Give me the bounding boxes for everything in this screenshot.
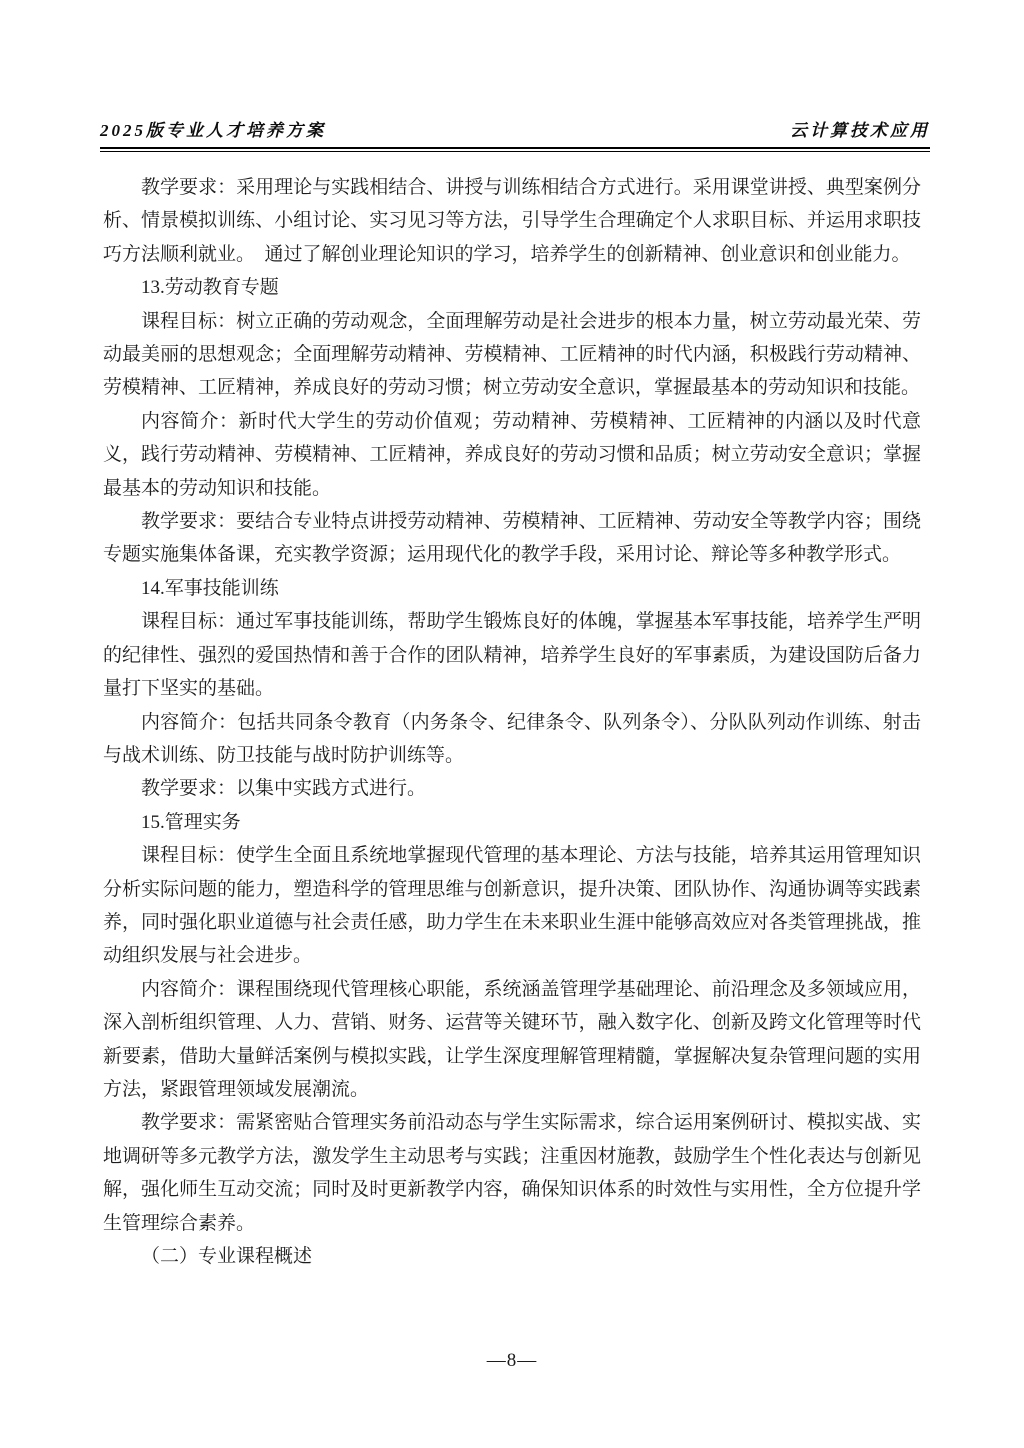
- header-right-title: 云计算技术应用: [790, 121, 930, 140]
- page-header: [100, 116, 930, 152]
- paragraph-military-teaching-req: 教学要求：以集中实践方式进行。: [141, 778, 427, 800]
- page-footer: [0, 1350, 1024, 1372]
- header-rule-thin: [100, 151, 930, 152]
- paragraph-teaching-req-career: 教学要求：采用理论与实践相结合、讲授与训练相结合方式进行。采用课堂讲授、典型案例分析、情景模拟训练、小组讨论、实习见习等方法，引导学生合理确定个人求职目标、并运用求职技巧方法顺利就业。 通过了解创业理论知识的学习，培养学生的创新精神、创业意识和创业能力。: [103, 177, 921, 265]
- paragraph-labor-content-intro: 内容简介：新时代大学生的劳动价值观；劳动精神、劳模精神、工匠精神的内涵以及时代意义，践行劳动精神、劳模精神、工匠精神，养成良好的劳动习惯和品质；树立劳动安全意识；掌握最基本的劳动知识和技能。: [103, 410, 921, 499]
- header-left-title: 2025版专业人才培养方案: [100, 121, 326, 140]
- course-heading-15-management-practice: 15.管理实务: [141, 811, 241, 833]
- course-heading-13-labor-education: 13.劳动教育专题: [141, 277, 279, 299]
- document-body: [103, 171, 921, 1273]
- page-number: —8—: [486, 1350, 538, 1371]
- paragraph-military-content-intro: 内容简介：包括共同条令教育（内务条令、纪律条令、队列条令）、分队队列动作训练、射击与战术训练、防卫技能与战时防护训练等。: [103, 711, 921, 766]
- section-heading-professional-courses: （二）专业课程概述: [141, 1246, 313, 1267]
- course-heading-14-military-training: 14.军事技能训练: [141, 577, 279, 599]
- paragraph-labor-teaching-req: 教学要求：要结合专业特点讲授劳动精神、劳模精神、工匠精神、劳动安全等教学内容；围绕专题实施集体备课，充实教学资源；运用现代化的教学手段，采用讨论、辩论等多种教学形式。: [103, 511, 921, 566]
- header-rule-thick: [100, 147, 930, 149]
- paragraph-management-course-goal: 课程目标：使学生全面且系统地掌握现代管理的基本理论、方法与技能，培养其运用管理知识分析实际问题的能力，塑造科学的管理思维与创新意识，提升决策、团队协作、沟通协调等实践素养，同时强化职业道德与社会责任感，助力学生在未来职业生涯中能够高效应对各类管理挑战，推动组织发展与社会进步。: [103, 845, 921, 967]
- paragraph-labor-course-goal: 课程目标：树立正确的劳动观念，全面理解劳动是社会进步的根本力量，树立劳动最光荣、劳动最美丽的思想观念；全面理解劳动精神、劳模精神、工匠精神的时代内涵，积极践行劳动精神、劳模精神、工匠精神，养成良好的劳动习惯；树立劳动安全意识，掌握最基本的劳动知识和技能。: [103, 310, 921, 399]
- paragraph-management-content-intro: 内容简介：课程围绕现代管理核心职能，系统涵盖管理学基础理论、前沿理念及多领域应用，深入剖析组织管理、人力、营销、财务、运营等关键环节，融入数字化、创新及跨文化管理等时代新要素，借助大量鲜活案例与模拟实践，让学生深度理解管理精髓，掌握解决复杂管理问题的实用方法，紧跟管理领域发展潮流。: [103, 978, 921, 1100]
- header-row: [100, 116, 930, 147]
- paragraph-management-teaching-req: 教学要求：需紧密贴合管理实务前沿动态与学生实际需求，综合运用案例研讨、模拟实战、实地调研等多元教学方法，激发学生主动思考与实践；注重因材施教，鼓励学生个性化表达与创新见解，强化师生互动交流；同时及时更新教学内容，确保知识体系的时效性与实用性，全方位提升学生管理综合素养。: [103, 1112, 921, 1234]
- paragraph-military-course-goal: 课程目标：通过军事技能训练，帮助学生锻炼良好的体魄，掌握基本军事技能，培养学生严明的纪律性、强烈的爱国热情和善于合作的团队精神，培养学生良好的军事素质，为建设国防后备力量打下坚实的基础。: [103, 611, 921, 700]
